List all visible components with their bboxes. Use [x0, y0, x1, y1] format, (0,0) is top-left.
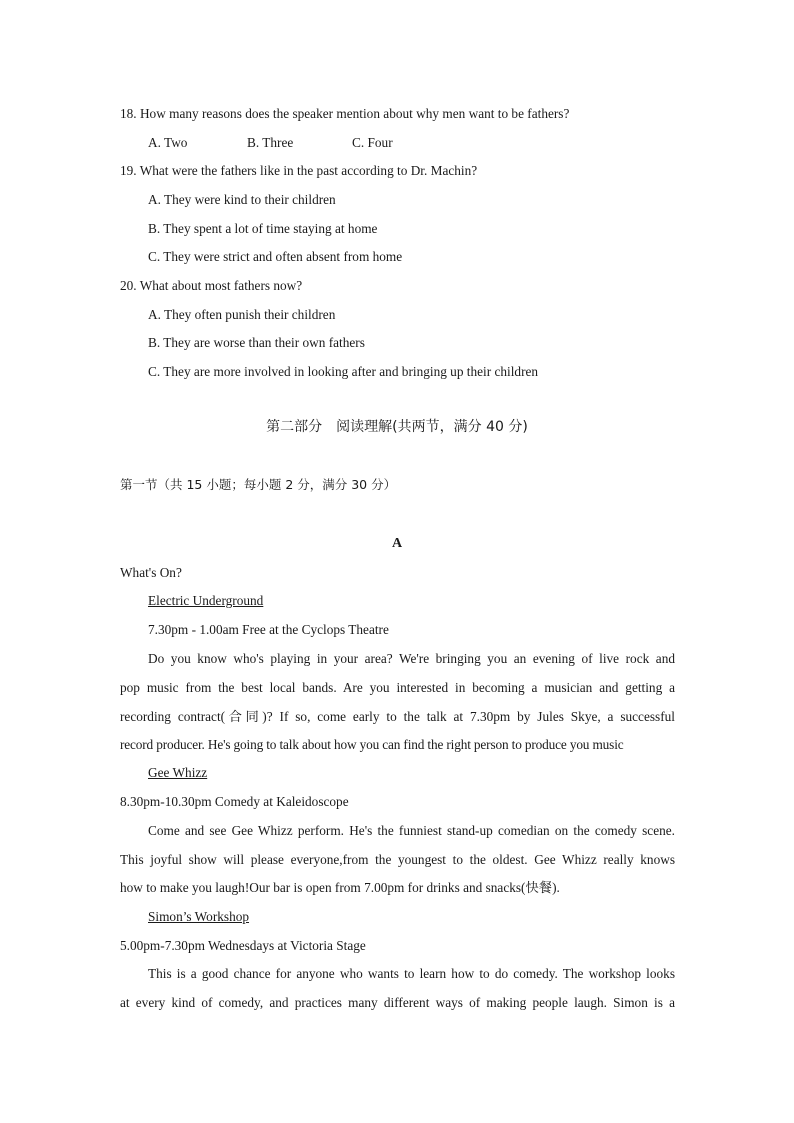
event-text-line: This joyful show will please everyone,from the youngest to the oldest. Gee Whizz really knows — [120, 852, 675, 867]
question-19-stem: 19. What were the fathers like in the past according to Dr. Machin? — [120, 163, 478, 178]
option: C. Four — [352, 135, 393, 150]
event-text-line: how to make you laugh!Our bar is open from 7.00pm for drinks and snacks(快餐). — [120, 880, 560, 895]
event-text-line: pop music from the best local bands. Are you interested in becoming a musician and getting a — [120, 680, 675, 695]
event-text-line: This is a good chance for anyone who wants to learn how to do comedy. The workshop looks — [148, 966, 675, 981]
option: A. Two — [148, 135, 188, 150]
passage-letter: A — [391, 536, 403, 551]
event-text-line: recording contract(合同)? If so, come early to the talk at 7.30pm by Jules Skye, a successful — [120, 709, 675, 724]
event-time-place: 7.30pm - 1.00am Free at the Cyclops Theatre — [148, 622, 389, 637]
question-20-stem: 20. What about most fathers now? — [120, 278, 303, 293]
option: B. They spent a lot of time staying at home — [148, 221, 378, 236]
event-title: Electric Underground — [148, 593, 264, 608]
option: B. Three — [247, 135, 294, 150]
option: C. They were strict and often absent from home — [148, 249, 403, 264]
part-heading: 第二部分 阅读理解(共两节，满分 40 分) — [266, 419, 528, 435]
event-title: Gee Whizz — [148, 765, 208, 780]
option: A. They often punish their children — [148, 307, 336, 322]
event-time-place: 5.00pm-7.30pm Wednesdays at Victoria Stage — [120, 938, 366, 953]
option: B. They are worse than their own fathers — [148, 335, 365, 350]
question-18-options — [148, 134, 393, 152]
section-heading: 第一节（共 15 小题；每小题 2 分，满分 30 分） — [120, 477, 397, 492]
passage-title: What's On? — [120, 565, 182, 580]
event-time-place: 8.30pm-10.30pm Comedy at Kaleidoscope — [120, 794, 349, 809]
event-text-line: record producer. He's going to talk about how you can find the right person to produce you music — [120, 737, 624, 752]
option: A. They were kind to their children — [148, 192, 336, 207]
question-18-stem: 18. How many reasons does the speaker mention about why men want to be fathers? — [120, 106, 570, 121]
event-title: Simon’s Workshop — [148, 909, 250, 924]
event-text-line: Do you know who's playing in your area? We're bringing you an evening of live rock and — [148, 651, 675, 666]
event-text-line: Come and see Gee Whizz perform. He's the funniest stand-up comedian on the comedy scene. — [148, 823, 675, 838]
option: C. They are more involved in looking after and bringing up their children — [148, 364, 539, 379]
event-text-line: at every kind of comedy, and practices many different ways of making people laugh. Simon is a — [120, 995, 675, 1010]
